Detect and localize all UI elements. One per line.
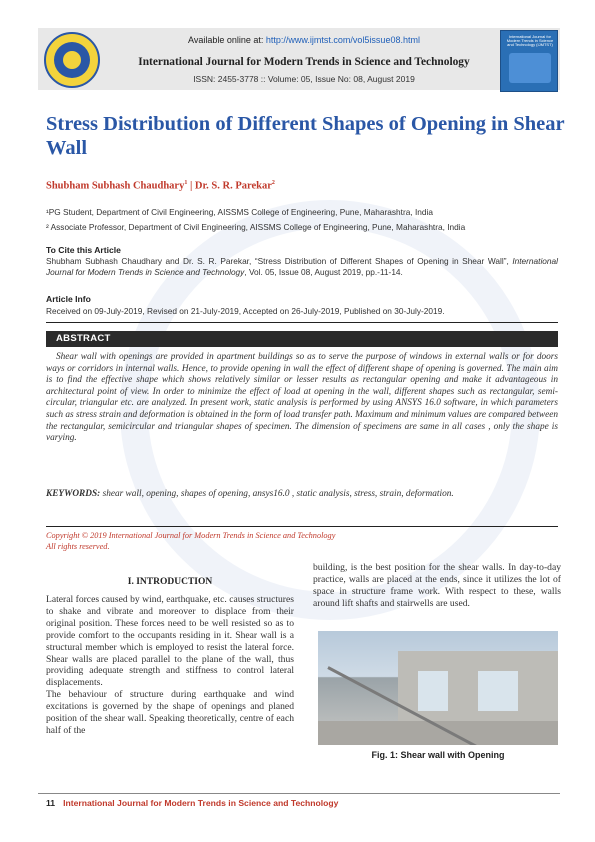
intro-paragraph-2: The behaviour of structure during earthquake and wind excitations is governed by the shape of openings and planed position of the shear wall. Speaking theoretically, centre of each half of the bbox=[46, 689, 294, 736]
footer-divider bbox=[38, 793, 560, 794]
issn-line: ISSN: 2455-3778 :: Volume: 05, Issue No: 08, August 2019 bbox=[193, 74, 415, 84]
section-divider bbox=[46, 322, 558, 323]
available-online-line bbox=[110, 35, 498, 45]
abstract-heading-bar bbox=[46, 331, 558, 347]
introduction-heading: I. INTRODUCTION bbox=[127, 577, 213, 587]
footer-journal: International Journal for Modern Trends in Science and Technology bbox=[63, 798, 339, 808]
author-separator: | bbox=[187, 180, 195, 192]
figure-caption: Fig. 1: Shear wall with Opening bbox=[371, 750, 505, 760]
journal-logo-left bbox=[38, 30, 108, 90]
author-1: Shubham Subhash Chaudhary bbox=[46, 180, 185, 192]
paper-title: Stress Distribution of Different Shapes of Opening in Shear Wall bbox=[46, 113, 565, 159]
figure-shear-wall-photo bbox=[318, 631, 558, 745]
cite-text bbox=[46, 256, 558, 278]
page-footer bbox=[46, 798, 338, 808]
journal-title: International Journal for Modern Trends in Science and Technology bbox=[138, 56, 470, 68]
copyright-line-2: All rights reserved. bbox=[46, 542, 110, 551]
abstract-heading: ABSTRACT bbox=[56, 333, 111, 344]
abstract-divider bbox=[46, 526, 558, 527]
cite-plain: Shubham Subhash Chaudhary and Dr. S. R. Parekar, “Stress Distribution of Different Shapes of Opening in Shear Wall”, bbox=[46, 256, 513, 266]
right-column-text: building, is the best position for the shear walls. In day-to-day practice, walls are placed at the ends, since it utilizes the lot of space in structure frame work. With respect to these, walls around lift shafts and stairwells are used. bbox=[313, 562, 561, 609]
cite-tail: , Vol. 05, Issue 08, August 2019, pp.-11-14. bbox=[244, 267, 403, 277]
abstract-text: Shear wall with openings are provided in apartment buildings so as to serve the purpose of windows in external walls or for doors ways or corridors in internal walls. Hence, to provide opening in wall the effect of different shape of opening is governed. The main aim is to find the effective shape which shows relatively similar or lesser results as rectangular opening and make it advantageous in architectural point of view. In order to minimize the effect of load at opening in the wall, different shapes such as rectangular, semi-circular, triangular etc. are analyzed. In present work, static analysis is performed by using ANSYS 16.0 software, in which parameters such as stress strain and deformation is obtained in the form of load transfer path. Maximum and minimum values are compared between the rectangular, semicircular and triangular shapes of specimen. The dimension of specimens are same in all cases , only the shape is varying. bbox=[46, 352, 558, 444]
author-2-sup: 2 bbox=[271, 180, 275, 186]
keywords-label: KEYWORDS: bbox=[46, 489, 101, 499]
left-column bbox=[46, 594, 294, 737]
available-prefix: Available online at: bbox=[188, 35, 266, 45]
keywords-text: shear wall, opening, shapes of opening, ansys16.0 , static analysis, stress, strain, deformation. bbox=[100, 489, 454, 499]
page-number: 11 bbox=[46, 798, 56, 808]
affiliation-1: ¹PG Student, Department of Civil Engineering, AISSMS College of Engineering, Pune, Maharashtra, India bbox=[46, 207, 433, 217]
photo-opening-2 bbox=[478, 671, 518, 711]
photo-opening-1 bbox=[418, 671, 448, 711]
available-url-link[interactable]: http://www.ijmtst.com/vol5issue08.html bbox=[265, 35, 420, 45]
intro-paragraph-1: Lateral forces caused by wind, earthquake, etc. causes structures to shake and vibrate and moreover to displace from their original position. These forces need to be well resisted so as to provide comfort to the occupants residing in it. Shear wall is a structural member which is employed to resist the lateral force. Shear walls are placed parallel to the plane of the wall, thus providing adequate strength and stiffness to control lateral displacements. bbox=[46, 594, 294, 689]
received-dates: Received on 09-July-2019, Revised on 21-July-2019, Accepted on 26-July-2019, Published on 30-July-2019. bbox=[46, 306, 445, 316]
author-1-sup: 1 bbox=[184, 180, 188, 186]
logo-right-text: International Journal for Modern Trends in Science and Technology (IJMTST) bbox=[506, 34, 554, 47]
author-line bbox=[46, 180, 275, 192]
affiliation-2: ² Associate Professor, Department of Civil Engineering, AISSMS College of Engineering, Pune, Maharashtra, India bbox=[46, 222, 466, 232]
copyright-block bbox=[46, 530, 335, 552]
logo-right-graphic bbox=[509, 53, 551, 83]
article-info-heading: Article Info bbox=[46, 294, 91, 304]
cite-journal: International Journal for Modern Trends in Science and Technology bbox=[46, 256, 558, 277]
keywords-line bbox=[46, 488, 558, 500]
seal-logo-icon bbox=[38, 30, 108, 90]
author-2: Dr. S. R. Parekar bbox=[194, 180, 272, 192]
cite-heading: To Cite this Article bbox=[46, 245, 121, 255]
copyright-line-1: Copyright © 2019 International Journal for Modern Trends in Science and Technology bbox=[46, 531, 336, 540]
journal-logo-right bbox=[500, 30, 558, 92]
